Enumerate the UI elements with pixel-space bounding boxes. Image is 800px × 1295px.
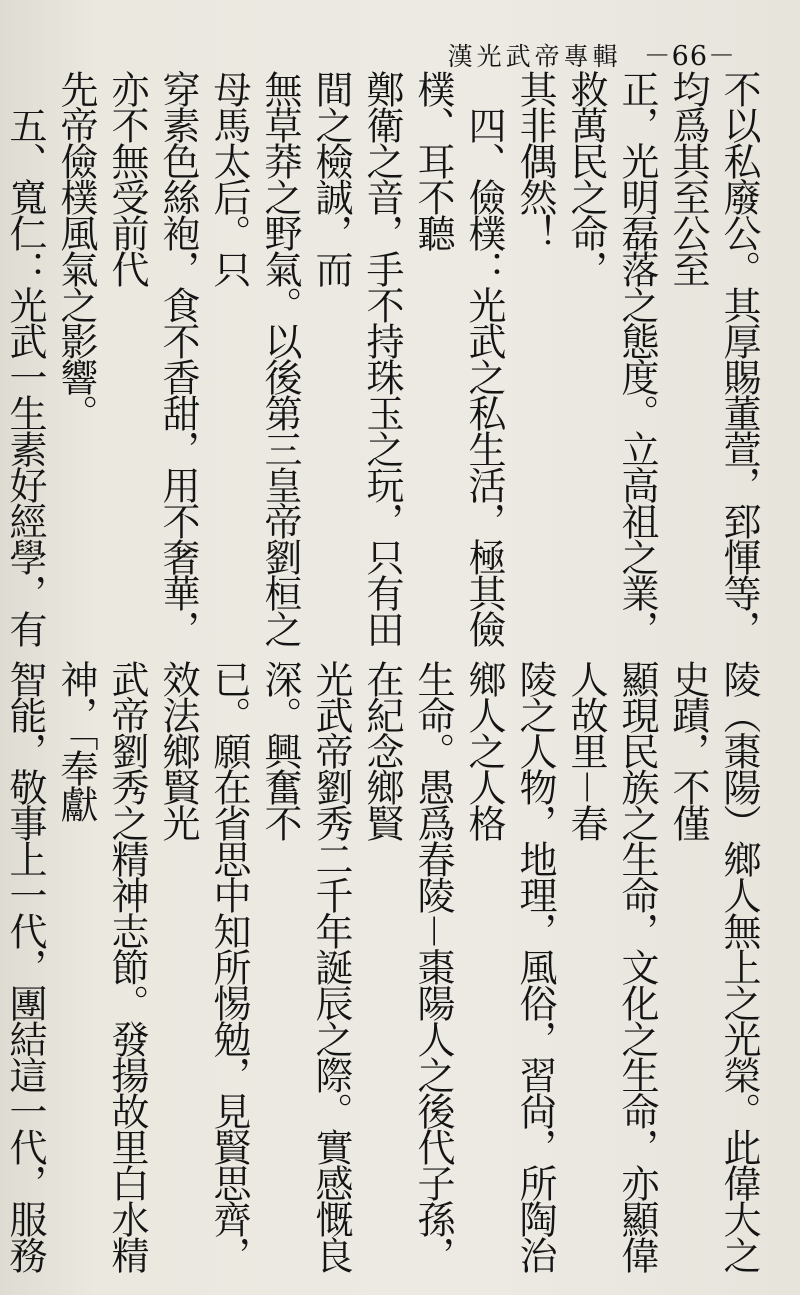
text-line: 智能，敬事上一代，團結這一代，服務 xyxy=(3,660,47,1272)
text-line: 陵之人物，地理，風俗，習尙，所陶治鄉人之人格 xyxy=(462,660,557,1272)
text-line: 正，光明磊落之態度。立高祖之業，救萬民之命， xyxy=(564,70,659,646)
text-line: 四、儉樸：光武之私生活，極其儉樸、耳不聽 xyxy=(411,70,506,646)
text-line: 陵（棗陽）鄉人無上之光榮。此偉大之史蹟，不僅 xyxy=(666,660,761,1272)
text-line: 不以私廢公。其厚賜董萱，郅惲等，均爲其至公至 xyxy=(666,70,761,646)
text-line: 鄭衛之音，手不持珠玉之玩，只有田間之檢誠，而 xyxy=(309,70,404,646)
text-line: 五、寬仁：光武一生素好經學，有 xyxy=(3,106,47,646)
text-line: 顯現民族之生命，文化之生命，亦顯偉人故里－春 xyxy=(564,660,659,1272)
text-line: 光武帝劉秀二千年誕辰之際。實感慨良深。興奮不 xyxy=(258,660,353,1272)
text-line: 武帝劉秀之精神志節。發揚故里白水精神，「奉獻 xyxy=(54,660,149,1272)
book-title: 漢光武帝專輯 xyxy=(447,42,622,71)
top-text-block xyxy=(0,70,764,670)
running-header xyxy=(448,34,736,73)
text-line: 無草莽之野氣。以後第三皇帝劉桓之母馬太后。只 xyxy=(207,70,302,646)
text-line: 穿素色絲袍，食不香甜，用不奢華，亦不無受前代 xyxy=(105,70,200,646)
text-line: 已。願在省思中知所惕勉，見賢思齊，效法鄉賢光 xyxy=(156,660,251,1272)
text-line: 其非偶然！ xyxy=(513,70,557,250)
page-number: －66－ xyxy=(643,41,736,72)
bottom-text-block xyxy=(0,660,764,1280)
text-line: 生命。愚爲春陵－棗陽人之後代子孫，在紀念鄉賢 xyxy=(360,660,455,1273)
text-line: 先帝儉樸風氣之影響。 xyxy=(54,70,98,430)
